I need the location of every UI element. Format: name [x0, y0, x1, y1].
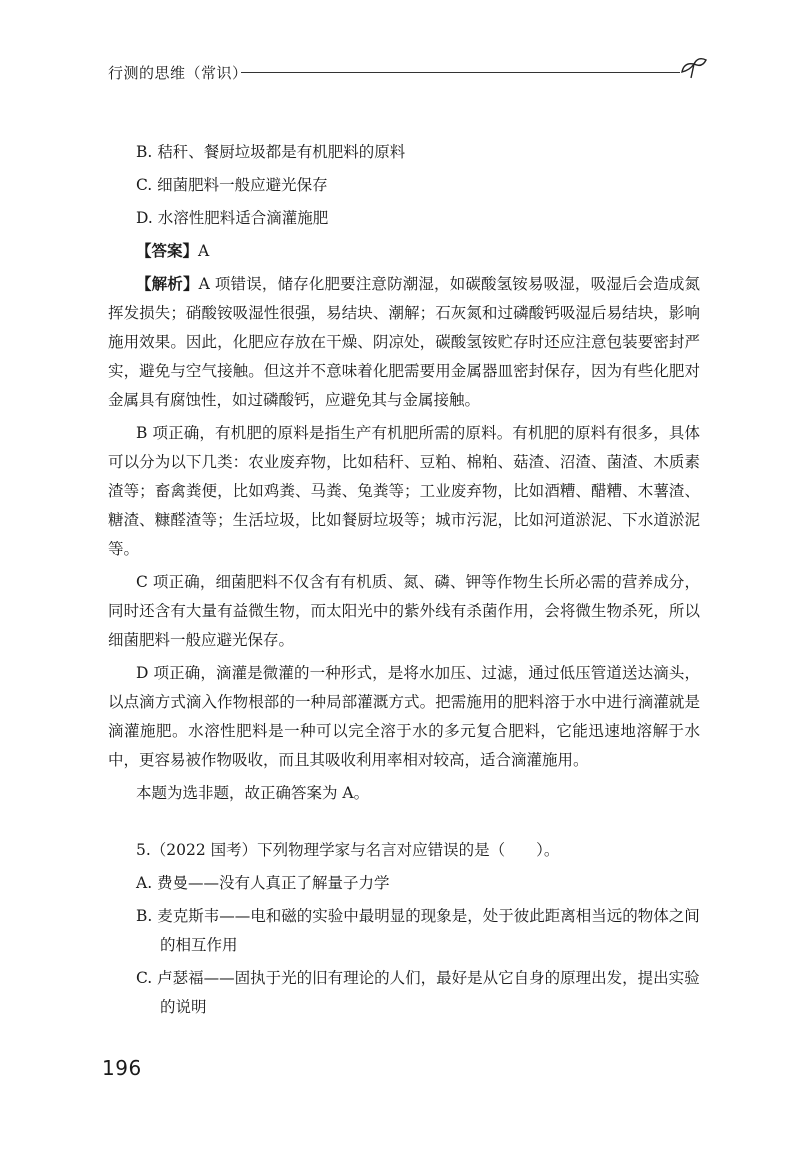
question-option-c: C. 卢瑟福——固执于光的旧有理论的人们，最好是从它自身的原理出发，提出实验的说明	[136, 969, 700, 1016]
page-number: 196	[102, 1056, 142, 1080]
question-option-a: A. 费曼——没有人真正了解量子力学	[136, 874, 390, 892]
option-b-prev: B. 秸秆、餐厨垃圾都是有机肥料的原料	[136, 143, 406, 161]
running-header	[108, 60, 708, 84]
conclusion-paragraph: 本题为选非题，故正确答案为 A。	[136, 784, 370, 802]
page-content	[108, 138, 700, 1022]
option-d-prev: D. 水溶性肥料适合滴灌施肥	[136, 209, 329, 227]
analysis-text: A 项错误，储存化肥要注意防潮湿，如碳酸氢铵易吸湿，吸湿后会造成氮挥发损失；硝酸铵吸湿性很强，易结块、潮解；石灰氮和过磷酸钙吸湿后易结块，影响施用效果。因此，化肥应存放在干燥、阴凉处，碳酸氢铵贮存时还应注意包装要密封严实，避免与空气接触。但这并不意味着化肥需要用金属器皿密封保存，因为有些化肥对金属具有腐蚀性，如过磷酸钙，应避免其与金属接触。	[108, 275, 700, 409]
paragraph-c: C 项正确，细菌肥料不仅含有有机质、氮、磷、钾等作物生长所必需的营养成分，同时还含有大量有益微生物，而太阳光中的紫外线有杀菌作用，会将微生物杀死，所以细菌肥料一般应避光保存。	[108, 573, 700, 649]
question-stem: 5.（2022 国考）下列物理学家与名言对应错误的是（ ）。	[136, 841, 560, 859]
analysis-label: 【解析】	[136, 275, 199, 293]
paragraph-b: B 项正确，有机肥的原料是指生产有机肥所需的原料。有机肥的原料有很多，具体可以分为以下几类：农业废弃物，比如秸秆、豆粕、棉粕、菇渣、沼渣、菌渣、木质素渣等；畜禽粪便，比如鸡粪、马粪、兔粪等；工业废弃物，比如酒糟、醋糟、木薯渣、糖渣、糠醛渣等；生活垃圾，比如餐厨垃圾等；城市污泥，比如河道淤泥、下水道淤泥等。	[108, 424, 700, 558]
answer-value: A	[198, 242, 210, 260]
header-rule	[241, 72, 680, 73]
paragraph-d: D 项正确，滴灌是微灌的一种形式，是将水加压、过滤，通过低压管道送达滴头，以点滴方式滴入作物根部的一种局部灌溉方式。把需施用的肥料溶于水中进行滴灌就是滴灌施肥。水溶性肥料是一种可以完全溶于水的多元复合肥料，它能迅速地溶解于水中，更容易被作物吸收，而且其吸收利用率相对较高，适合滴灌施用。	[108, 664, 700, 769]
question-option-b: B. 麦克斯韦——电和磁的实验中最明显的现象是，处于彼此距离相当远的物体之间的相互作用	[136, 907, 700, 954]
answer-label: 【答案】	[136, 242, 199, 260]
option-c-prev: C. 细菌肥料一般应避光保存	[136, 176, 328, 194]
header-title: 行测的思维（常识）	[108, 64, 248, 82]
answer-line	[108, 237, 700, 266]
analysis-paragraph	[108, 270, 700, 415]
sprout-icon	[678, 54, 708, 84]
